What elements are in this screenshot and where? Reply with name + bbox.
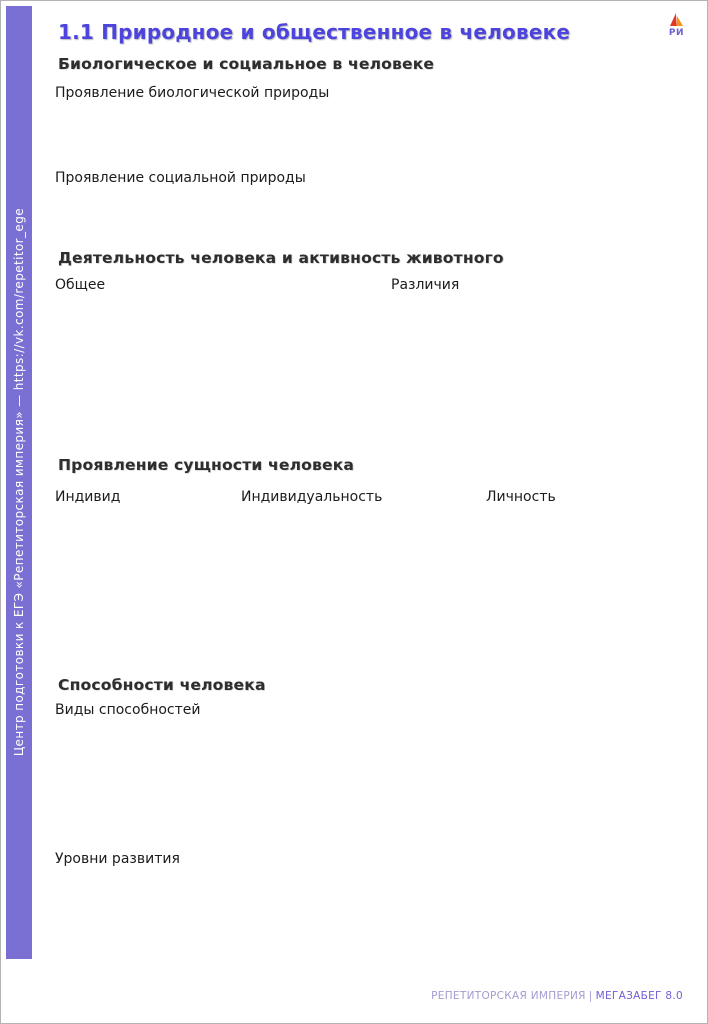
section-heading-bio-social: Биологическое и социальное в человеке — [58, 55, 435, 73]
label-development-levels: Уровни развития — [55, 851, 180, 867]
page-title: 1.1 Природное и общественное в человеке — [58, 20, 571, 44]
column-label-differences: Различия — [391, 277, 460, 293]
brand-logo — [668, 13, 685, 38]
label-ability-types: Виды способностей — [55, 702, 201, 718]
footer-brand: РЕПЕТИТОРСКАЯ ИМПЕРИЯ — [431, 990, 586, 1002]
sidebar-text: Центр подготовки к ЕГЭ «Репетиторская империя» — https://vk.com/repetitor_ege — [12, 208, 26, 757]
column-label-individual: Индивид — [55, 489, 121, 505]
section-heading-activity: Деятельность человека и активность животного — [58, 249, 504, 267]
logo-text: РИ — [668, 28, 685, 38]
footer-separator: | — [588, 990, 593, 1002]
section-heading-abilities: Способности человека — [58, 676, 266, 694]
column-label-personality: Личность — [486, 489, 556, 505]
flame-icon — [668, 13, 685, 27]
footer — [431, 990, 683, 1002]
column-label-common: Общее — [55, 277, 106, 293]
section-heading-essence: Проявление сущности человека — [58, 456, 355, 474]
label-biological-nature: Проявление биологической природы — [55, 85, 330, 101]
footer-edition: МЕГАЗАБЕГ 8.0 — [595, 990, 683, 1002]
label-social-nature: Проявление социальной природы — [55, 170, 306, 186]
column-label-individuality: Индивидуальность — [241, 489, 383, 505]
sidebar-banner — [6, 6, 32, 959]
